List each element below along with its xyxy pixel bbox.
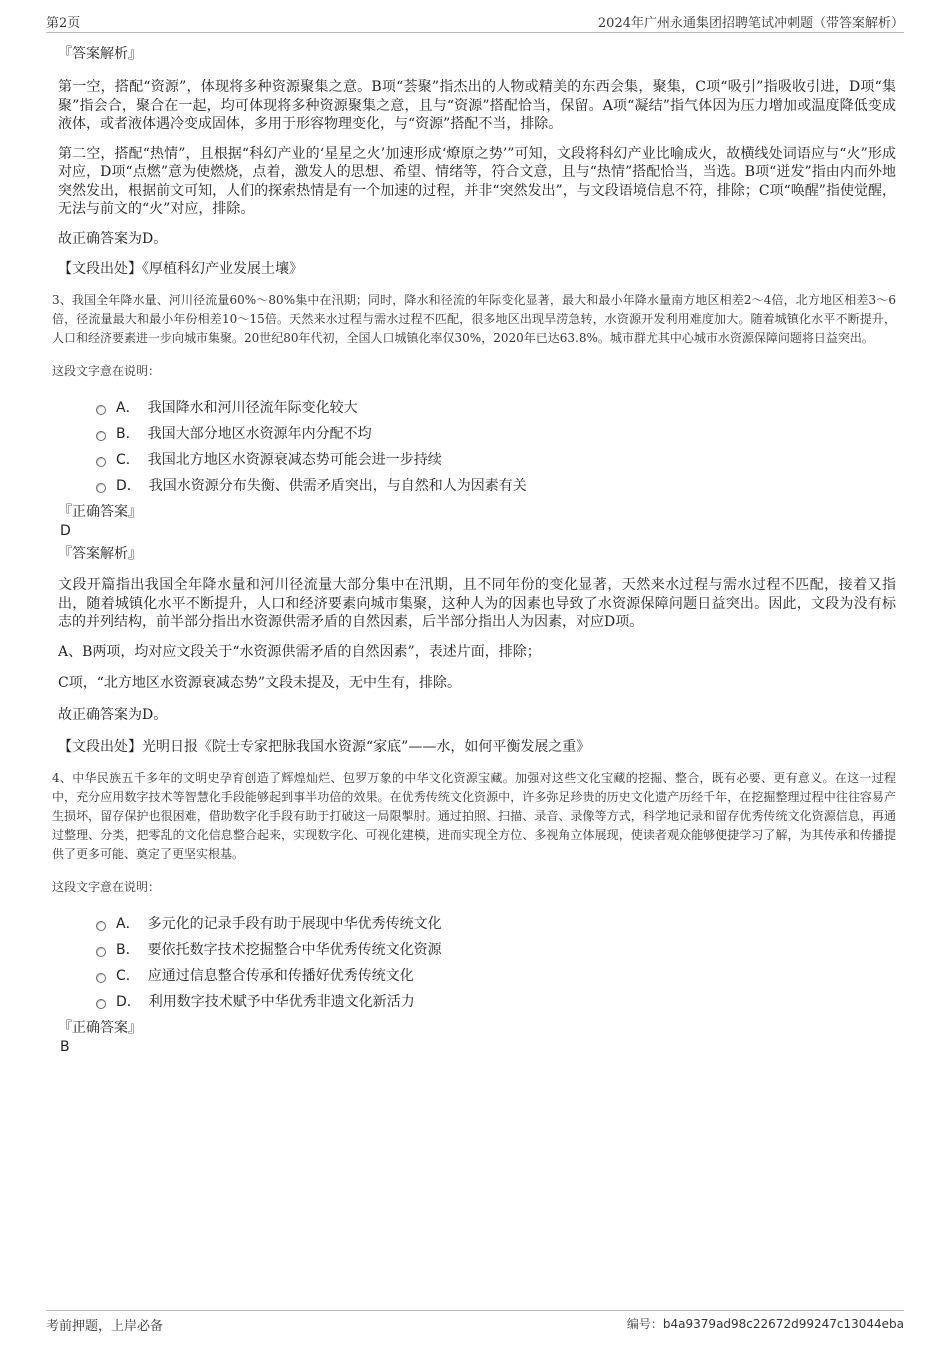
analysis-heading: 『答案解析』 [58,46,142,62]
option-letter: D． [116,478,141,494]
option-letter: A． [116,916,140,932]
option-text: 我国降水和河川径流年际变化较大 [147,400,358,416]
radio-icon[interactable] [96,973,106,983]
option-b[interactable] [96,420,896,446]
option-text: 我国北方地区水资源衰减态势可能会进一步持续 [147,452,442,468]
option-a[interactable] [96,910,896,936]
radio-icon[interactable] [96,405,106,415]
option-b[interactable] [96,936,896,962]
analysis-conclusion: 故正确答案为D。 [58,706,168,723]
option-letter: D． [116,994,141,1010]
analysis-heading: 『答案解析』 [58,546,142,562]
passage-source: 【文段出处】《厚植科幻产业发展土壤》 [58,261,303,277]
option-list [96,394,896,498]
analysis-paragraph: 第二空，搭配“热情”，且根据“科幻产业的‘星星之火’加速形成‘燎原之势’”可知，文段将科幻产业比喻成火，故横线处词语应与“火”形成对应，D项“点燃”意为使燃烧，点着，激发人的思想、希望、情绪等，符合文意，且与“热情”搭配恰当，当选。B项“迸发”指由内而外地突然发出，根据前文可知，人们的探索热情是有一个加速的过程，并非“突然发出”，与文段语境信息不符，排除；C项“唤醒”指使觉醒，无法与前文的“火”对应，排除。 [58,145,896,217]
correct-answer: D [60,523,71,539]
option-letter: C． [116,452,140,468]
option-text: 利用数字技术赋予中华优秀非遗文化新活力 [148,994,415,1010]
radio-icon[interactable] [96,947,106,957]
correct-answer: B [60,1039,70,1055]
option-d[interactable] [96,472,896,498]
page-header [46,10,904,33]
option-letter: B． [116,942,140,958]
radio-icon[interactable] [96,999,106,1009]
analysis-paragraph: 文段开篇指出我国全年降水量和河川径流量大部分集中在汛期，且不同年份的变化显著，天然来水过程与需水过程不匹配，接着又指出，随着城镇化水平不断提升，人口和经济要素向城市集聚，这种人为的因素也导致了水资源保障问题日益突出。因此，文段为没有标志的并列结构，前半部分指出水资源供需矛盾的自然因素，后半部分指出人为因素，对应D项。 [58,577,896,630]
question-stem: 3、我国全年降水量、河川径流量60%～80%集中在汛期；同时，降水和径流的年际变化显著，最大和最小年降水量南方地区相差2～4倍，北方地区相差3～6倍，径流量最大和最小年份相差10～15倍。天然来水过程与需水过程不匹配，很多地区出现旱涝急转，水资源开发利用难度加大。随着城镇化水平不断提升，人口和经济要素进一步向城市集聚。20世纪80年代初，全国人口城镇化率仅30%，2020年已达63.8%。城市群尤其中心城市水资源保障问题将日益突出。 [52,293,896,345]
radio-icon[interactable] [96,921,106,931]
question-prompt: 这段文字意在说明： [52,880,161,894]
option-a[interactable] [96,394,896,420]
footer-notice: 考前押题，上岸必备 [46,1319,164,1334]
option-text: 我国水资源分布失衡、供需矛盾突出，与自然和人为因素有关 [148,478,527,494]
page-content [52,42,896,1060]
page-number: 第2页 [46,16,81,31]
correct-answer-heading: 『正确答案』 [58,504,142,520]
analysis-paragraph: A、B两项，均对应文段关于“水资源供需矛盾的自然因素”，表述片面，排除； [58,643,541,660]
option-letter: A． [116,400,140,416]
option-text: 要依托数字技术挖掘整合中华优秀传统文化资源 [147,942,442,958]
option-c[interactable] [96,446,896,472]
document-title: 2024年广州永通集团招聘笔试冲刺题（带答案解析） [597,16,904,31]
option-text: 多元化的记录手段有助于展现中华优秀传统文化 [147,916,442,932]
analysis-paragraph: 第一空，搭配“资源”，体现将多种资源聚集之意。B项“荟聚”指杰出的人物或精美的东西会集，聚集，C项“吸引”指吸收引进，D项“集聚”指会合，聚合在一起，均可体现将多种资源聚集之意，且与“资源”搭配恰当，保留。A项“凝结”指气体因为压力增加或温度降低变成液体，或者液体遇冷变成固体，多用于形容物理变化，与“资源”搭配不当，排除。 [58,79,896,132]
document-serial: 编号：b4a9379ad98c22672d99247c13044eba [626,1317,904,1331]
question-prompt: 这段文字意在说明： [52,364,161,378]
correct-answer-heading: 『正确答案』 [58,1020,142,1036]
analysis-paragraph: C项，“北方地区水资源衰减态势”文段未提及，无中生有，排除。 [58,675,462,691]
option-letter: C． [116,968,140,984]
radio-icon[interactable] [96,457,106,467]
option-c[interactable] [96,962,896,988]
analysis-conclusion: 故正确答案为D。 [58,230,168,247]
option-text: 我国大部分地区水资源年内分配不均 [147,426,372,442]
option-letter: B． [116,426,140,442]
radio-icon[interactable] [96,431,106,441]
option-text: 应通过信息整合传承和传播好优秀传统文化 [147,968,414,984]
passage-source: 【文段出处】光明日报《院士专家把脉我国水资源“家底”——水，如何平衡发展之重》 [58,739,591,755]
option-d[interactable] [96,988,896,1014]
question-stem: 4、中华民族五千多年的文明史孕育创造了辉煌灿烂、包罗万象的中华文化资源宝藏。加强对这些文化宝藏的挖掘、整合，既有必要、更有意义。在这一过程中，充分应用数字技术等智慧化手段能够起到事半功倍的效果。在优秀传统文化资源中，许多弥足珍贵的历史文化遗产历经千年，在挖掘整理过程中往往容易产生损坏，留存保护也很困难，借助数字化手段有助于打破这一局限掣肘。通过拍照、扫描、录音、录像等方式，科学地记录和留存优秀传统文化资源信息，再通过整理、分类，把零乱的文化信息整合起来，实现数字化、可视化建模，进而实现全方位、多视角立体展现，使读者观众能够便捷学习了解，为其传承和传播提供了更多可能、奠定了更坚实根基。 [52,771,896,861]
radio-icon[interactable] [96,483,106,493]
page-footer [46,1310,904,1335]
option-list [96,910,896,1014]
